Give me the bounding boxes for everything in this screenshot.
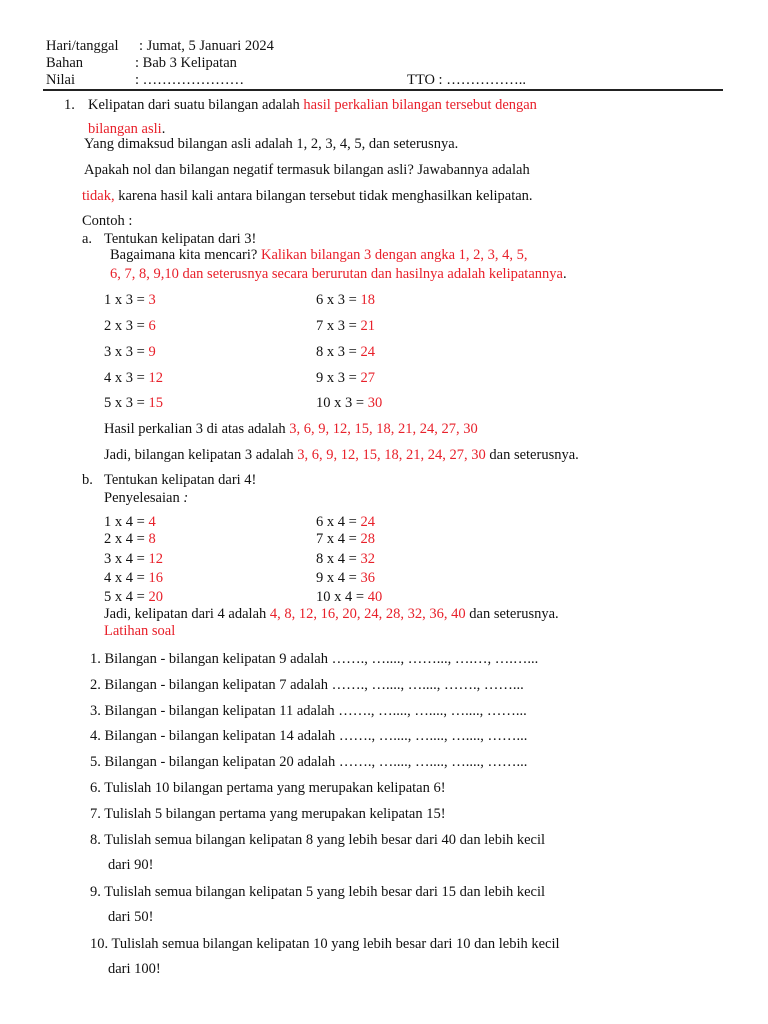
question-text: Apakah nol dan bilangan negatif termasuk bilangan asli? Jawabannya adalah — [84, 162, 530, 178]
mult-expression: 1 x 4 = — [104, 514, 149, 530]
exercise-item: 7. Tulislah 5 bilangan pertama yang merupakan kelipatan 15! — [90, 806, 446, 822]
mult-result: 28 — [360, 531, 375, 547]
answer-highlight: tidak, — [82, 188, 115, 204]
mult-result: 15 — [148, 395, 163, 411]
how-highlight: Kalikan bilangan 3 dengan angka 1, 2, 3, 4, 5, — [260, 247, 528, 263]
example-a-conclusion — [104, 447, 579, 463]
mult-expression: 6 x 4 = — [316, 514, 361, 530]
mult-result: 40 — [367, 589, 383, 605]
mult-row — [316, 395, 382, 411]
mult-result: 21 — [360, 318, 375, 334]
mult-result: 8 — [148, 531, 156, 547]
mult-row — [316, 551, 375, 567]
mult-result: 36 — [360, 570, 375, 586]
score-value: : ………………… — [135, 72, 245, 88]
score-label: Nilai — [46, 72, 75, 88]
how-end: . — [562, 266, 567, 282]
mult-result: 16 — [148, 570, 163, 586]
mult-row — [104, 370, 163, 386]
definition-highlight-cont: bilangan asli — [88, 121, 162, 137]
mult-expression: 3 x 4 = — [104, 551, 149, 567]
exercise-item-cont: dari 50! — [108, 909, 154, 925]
mult-row — [104, 344, 156, 360]
example-a-title: Tentukan kelipatan dari 3! — [104, 231, 257, 247]
definition-line-2 — [88, 121, 165, 137]
mult-result: 30 — [367, 395, 383, 411]
mult-expression: 4 x 3 = — [104, 370, 149, 386]
mult-expression: 3 x 3 = — [104, 344, 149, 360]
solution-label — [104, 490, 188, 506]
mult-row — [104, 589, 163, 605]
exercise-item: 3. Bilangan - bilangan kelipatan 11 adalah ……., …...., …...., …...., ……... — [90, 703, 527, 719]
exercise-item: 4. Bilangan - bilangan kelipatan 14 adalah ……., …...., …...., …...., ……... — [90, 728, 528, 744]
definition-line-1 — [88, 97, 537, 113]
example-b-title: Tentukan kelipatan dari 4! — [104, 472, 257, 488]
mult-result: 24 — [360, 514, 375, 530]
example-label: Contoh : — [82, 213, 133, 229]
mult-expression: 10 x 3 = — [316, 395, 368, 411]
conclusion-text: Jadi, bilangan kelipatan 3 adalah — [104, 447, 298, 463]
mult-expression: 2 x 3 = — [104, 318, 149, 334]
natural-numbers-text: Yang dimaksud bilangan asli adalah 1, 2, 3, 4, 5, dan seterusnya. — [84, 136, 459, 152]
mult-result: 4 — [148, 514, 156, 530]
mult-expression: 5 x 4 = — [104, 589, 149, 605]
example-b-conclusion — [104, 606, 559, 622]
mult-row — [104, 570, 163, 586]
how-text: Bagaimana kita mencari? — [110, 247, 261, 263]
header-divider — [43, 89, 723, 91]
example-a-how-line-1 — [110, 247, 528, 263]
mult-result: 32 — [360, 551, 375, 567]
item-number: 1. — [64, 97, 75, 113]
answer-text: karena hasil kali antara bilangan tersebut tidak menghasilkan kelipatan. — [114, 188, 533, 204]
mult-row — [316, 344, 375, 360]
conclusion-end: dan seterusnya. — [465, 606, 559, 622]
mult-row — [316, 589, 382, 605]
mult-expression: 4 x 4 = — [104, 570, 149, 586]
exercise-item: 6. Tulislah 10 bilangan pertama yang merupakan kelipatan 6! — [90, 780, 446, 796]
definition-text: Kelipatan dari suatu bilangan adalah — [88, 97, 304, 113]
mult-expression: 2 x 4 = — [104, 531, 149, 547]
mult-row — [316, 292, 375, 308]
exercise-item: 2. Bilangan - bilangan kelipatan 7 adalah ……., …...., …...., ……., ……... — [90, 677, 524, 693]
exercise-item-cont: dari 90! — [108, 857, 154, 873]
example-a-how-line-2 — [110, 266, 567, 282]
mult-expression: 6 x 3 = — [316, 292, 361, 308]
mult-result: 24 — [360, 344, 375, 360]
mult-result: 12 — [148, 551, 163, 567]
conclusion-text: Jadi, kelipatan dari 4 adalah — [104, 606, 270, 622]
mult-expression: 9 x 4 = — [316, 570, 361, 586]
mult-expression: 7 x 3 = — [316, 318, 361, 334]
mult-row — [104, 551, 163, 567]
exercise-item: 10. Tulislah semua bilangan kelipatan 10 yang lebih besar dari 10 dan lebih kecil — [90, 936, 560, 952]
mult-expression: 5 x 3 = — [104, 395, 149, 411]
mult-result: 27 — [360, 370, 375, 386]
mult-row — [104, 318, 156, 334]
exercise-item: 1. Bilangan - bilangan kelipatan 9 adalah ……., …...., ……..., ….…, ….…... — [90, 651, 539, 667]
example-a-letter: a. — [82, 231, 93, 247]
mult-result: 3 — [148, 292, 156, 308]
example-a-result — [104, 421, 478, 437]
mult-expression: 1 x 3 = — [104, 292, 149, 308]
solution-text: Penyelesaian — [104, 490, 184, 506]
mult-row — [316, 370, 375, 386]
conclusion-highlight: 3, 6, 9, 12, 15, 18, 21, 24, 27, 30 — [297, 447, 486, 463]
mult-row — [316, 318, 375, 334]
definition-end: . — [161, 121, 166, 137]
mult-row — [316, 514, 375, 530]
mult-row — [104, 395, 163, 411]
how-highlight-cont: 6, 7, 8, 9,10 dan seterusnya secara berurutan dan hasilnya adalah kelipatannya — [110, 266, 563, 282]
mult-expression: 9 x 3 = — [316, 370, 361, 386]
exercise-item: 9. Tulislah semua bilangan kelipatan 5 yang lebih besar dari 15 dan lebih kecil — [90, 884, 546, 900]
mult-row — [316, 570, 375, 586]
tto-field: TTO : …………….. — [407, 72, 526, 88]
mult-row — [316, 531, 375, 547]
topic-value: : Bab 3 Kelipatan — [135, 55, 237, 71]
mult-expression: 10 x 4 = — [316, 589, 368, 605]
result-highlight: 3, 6, 9, 12, 15, 18, 21, 24, 27, 30 — [289, 421, 478, 437]
date-label: Hari/tanggal — [46, 38, 119, 54]
date-value: : Jumat, 5 Januari 2024 — [139, 38, 274, 54]
mult-expression: 8 x 4 = — [316, 551, 361, 567]
mult-row — [104, 292, 156, 308]
exercises-title: Latihan soal — [104, 623, 176, 639]
mult-result: 12 — [148, 370, 163, 386]
topic-label: Bahan — [46, 55, 84, 71]
mult-result: 9 — [148, 344, 156, 360]
result-text: Hasil perkalian 3 di atas adalah — [104, 421, 290, 437]
mult-result: 20 — [148, 589, 163, 605]
mult-row — [104, 514, 156, 530]
exercise-item: 8. Tulislah semua bilangan kelipatan 8 yang lebih besar dari 40 dan lebih kecil — [90, 832, 546, 848]
solution-colon: : — [183, 490, 189, 506]
definition-highlight: hasil perkalian bilangan tersebut dengan — [303, 97, 537, 113]
mult-expression: 8 x 3 = — [316, 344, 361, 360]
conclusion-highlight: 4, 8, 12, 16, 20, 24, 28, 32, 36, 40 — [269, 606, 466, 622]
example-b-letter: b. — [82, 472, 93, 488]
mult-result: 6 — [148, 318, 156, 334]
mult-result: 18 — [360, 292, 375, 308]
mult-row — [104, 531, 156, 547]
mult-expression: 7 x 4 = — [316, 531, 361, 547]
answer-line — [82, 188, 533, 204]
conclusion-end: dan seterusnya. — [485, 447, 579, 463]
exercise-item: 5. Bilangan - bilangan kelipatan 20 adalah ……., …...., …...., …...., ……... — [90, 754, 528, 770]
exercise-item-cont: dari 100! — [108, 961, 161, 977]
